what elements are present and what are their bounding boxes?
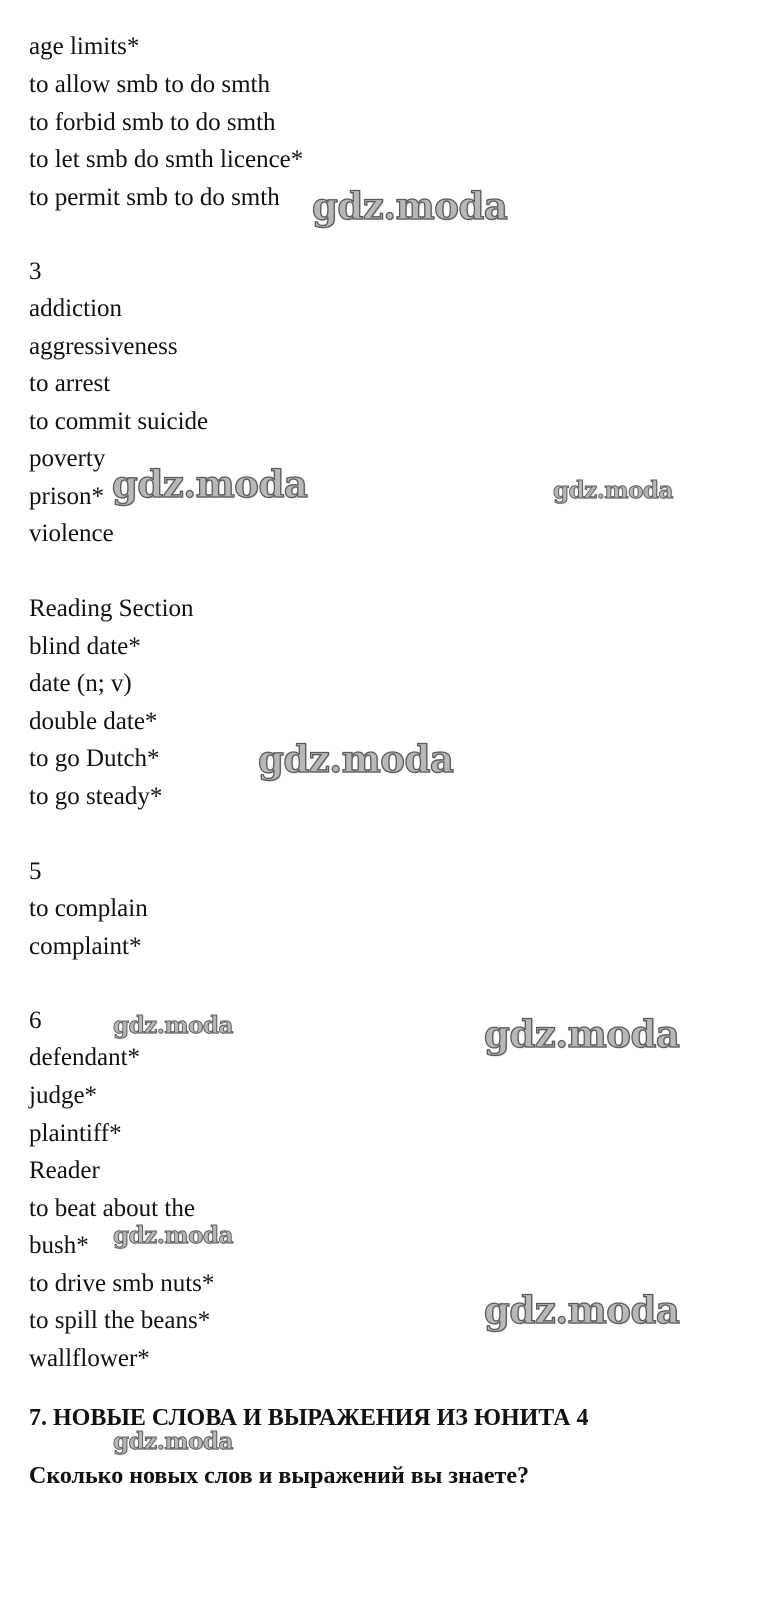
vocab-line: age limits*	[29, 33, 140, 60]
vocab-line: to allow smb to do smth	[29, 71, 270, 98]
vocab-line: to spill the beans*	[29, 1307, 211, 1334]
vocab-line: to go Dutch*	[29, 745, 160, 772]
section-title: Reading Section	[29, 595, 194, 622]
vocab-line: prison*	[29, 483, 104, 510]
vocab-line: to complain	[29, 895, 148, 922]
vocab-line: to let smb do smth licence*	[29, 146, 304, 173]
vocab-line: bush*	[29, 1232, 89, 1259]
vocab-line: defendant*	[29, 1044, 141, 1071]
vocab-line: judge*	[29, 1082, 98, 1109]
vocab-line: violence	[29, 520, 114, 547]
watermark: gdz.moda	[312, 184, 508, 228]
question-heading: Сколько новых слов и выражений вы знаете?	[29, 1463, 529, 1489]
vocab-line: addiction	[29, 295, 123, 322]
vocab-line: to commit suicide	[29, 408, 209, 435]
vocab-line: to beat about the	[29, 1195, 195, 1222]
vocab-line: to go steady*	[29, 783, 163, 810]
section-number: 5	[29, 858, 42, 885]
vocab-line: poverty	[29, 445, 106, 472]
watermark: gdz.moda	[258, 737, 454, 781]
vocab-line: to arrest	[29, 370, 111, 397]
vocab-line: to forbid smb to do smth	[29, 109, 276, 136]
watermark: gdz.moda	[113, 1012, 233, 1039]
watermark: gdz.moda	[113, 1222, 233, 1249]
vocab-line: complaint*	[29, 933, 142, 960]
vocab-line: Reader	[29, 1157, 100, 1184]
vocab-line: date (n; v)	[29, 670, 132, 697]
vocab-line: blind date*	[29, 633, 141, 660]
section-number: 6	[29, 1007, 42, 1034]
vocab-line: wallflower*	[29, 1345, 150, 1372]
vocab-line: plaintiff*	[29, 1120, 122, 1147]
watermark: gdz.moda	[484, 1288, 680, 1332]
section-number: 3	[29, 258, 42, 285]
unit-heading: 7. НОВЫЕ СЛОВА И ВЫРАЖЕНИЯ ИЗ ЮНИТА 4	[29, 1405, 589, 1431]
vocab-line: to permit smb to do smth	[29, 184, 280, 211]
watermark: gdz.moda	[113, 1428, 233, 1455]
vocab-line: double date*	[29, 708, 158, 735]
vocab-line: to drive smb nuts*	[29, 1270, 215, 1297]
watermark: gdz.moda	[112, 462, 308, 506]
vocab-line: aggressiveness	[29, 333, 178, 360]
watermark: gdz.moda	[484, 1012, 680, 1056]
watermark: gdz.moda	[553, 477, 673, 504]
